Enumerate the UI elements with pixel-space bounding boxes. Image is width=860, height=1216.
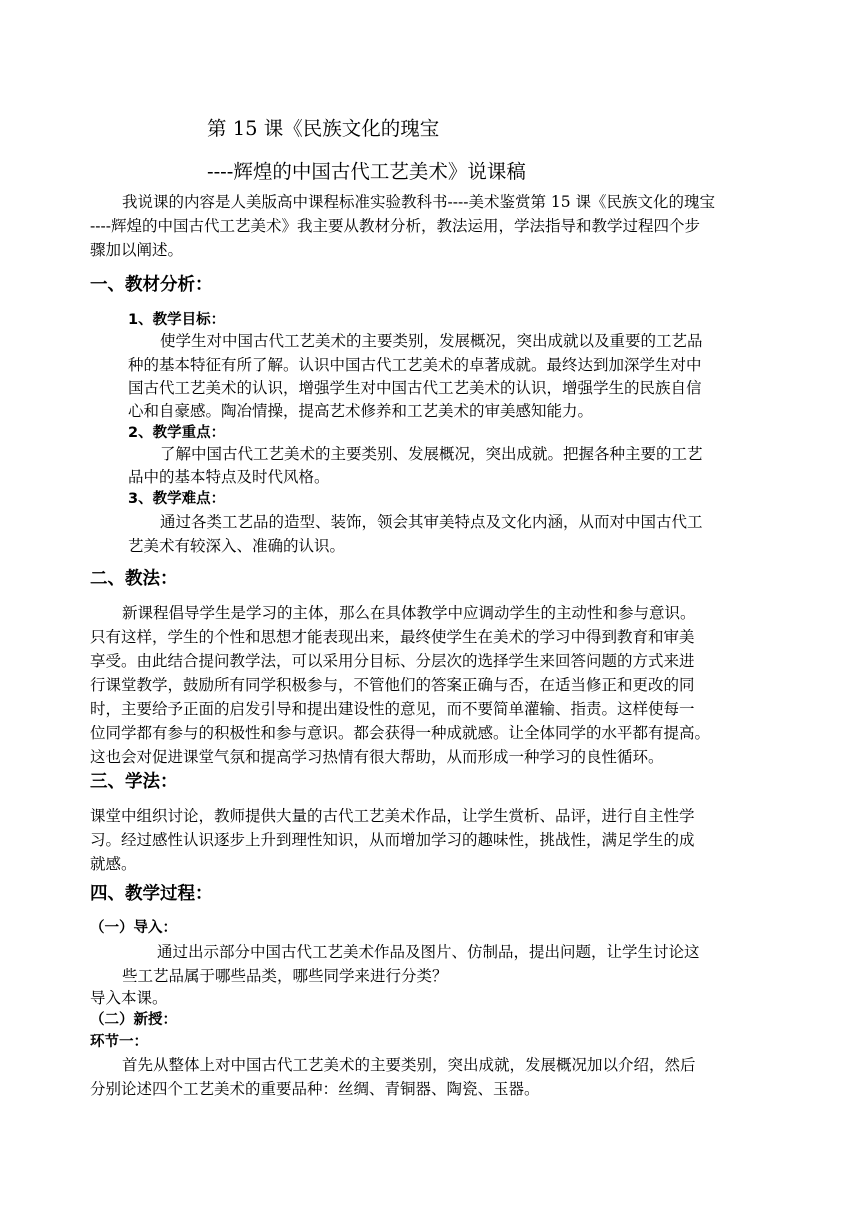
difficult-label: 3、教学难点： [128, 491, 226, 507]
section-heading-2: 二、教法： [90, 569, 178, 589]
section-heading-4: 四、教学过程： [90, 884, 213, 904]
difficult-line: 通过各类工艺品的造型、装饰，领会其审美特点及文化内涵，从而对中国古代工 [160, 513, 703, 531]
key-line: 品中的基本特点及时代风格。 [128, 468, 330, 486]
title-line-1: 第 15 课《民族文化的瑰宝 [207, 117, 440, 140]
method-line: 享受。由此结合提问教学法，可以采用分目标、分层次的选择学生来回答问题的方式来进 [90, 652, 695, 670]
process-line: 通过出示部分中国古代工艺美术作品及图片、仿制品，提出问题，让学生讨论这 [157, 943, 700, 961]
intro-line: 我说课的内容是人美版高中课程标准实验教科书----美术鉴赏第 15 课《民族文化的瑰宝 [122, 193, 716, 211]
difficult-line: 艺美术有较深入、准确的认识。 [128, 537, 346, 555]
goals-line: 心和自豪感。陶冶情操，提高艺术修养和工艺美术的审美感知能力。 [128, 402, 594, 420]
section-heading-3: 三、学法： [90, 772, 178, 792]
step-line: 分别论述四个工艺美术的重要品种：丝绸、青铜器、陶瓷、玉器。 [90, 1080, 540, 1098]
method-line: 只有这样，学生的个性和思想才能表现出来，最终使学生在美术的学习中得到教育和审美 [90, 628, 695, 646]
key-line: 了解中国古代工艺美术的主要类别、发展概况，突出成就。把握各种主要的工艺 [160, 445, 703, 463]
process-line: 导入本课。 [90, 989, 168, 1007]
process-line: 些工艺品属于哪些品类，哪些同学来进行分类？ [122, 967, 448, 985]
step-line: 首先从整体上对中国古代工艺美术的主要类别，突出成就，发展概况加以介绍，然后 [122, 1056, 696, 1074]
goals-line: 国古代工艺美术的认识，增强学生对中国古代工艺美术的认识，增强学生的民族自信 [128, 379, 702, 397]
intro-line: 骤加以阐述。 [90, 241, 184, 259]
section-heading-1: 一、教材分析： [90, 275, 213, 295]
key-label: 2、教学重点： [128, 425, 226, 441]
goals-line: 种的基本特征有所了解。认识中国古代工艺美术的卓著成就。最终达到加深学生对中 [128, 356, 702, 374]
new-lesson-label: （二）新授： [90, 1012, 177, 1028]
method-line: 位同学都有参与的积极性和参与意识。都会获得一种成就感。让全体同学的水平都有提高。 [90, 724, 711, 742]
method-line: 新课程倡导学生是学习的主体，那么在具体教学中应调动学生的主动性和参与意识。 [122, 604, 696, 622]
method-line: 时，主要给予正面的启发引导和提出建设性的意见，而不要简单灌输、指责。这样使每一 [90, 700, 695, 718]
step-label: 环节一： [90, 1034, 148, 1050]
goals-line: 使学生对中国古代工艺美术的主要类别，发展概况，突出成就以及重要的工艺品 [160, 332, 703, 350]
study-line: 习。经过感性认识逐步上升到理性知识，从而增加学习的趣味性，挑战性，满足学生的成 [90, 831, 695, 849]
intro-line: ----辉煌的中国古代工艺美术》我主要从教材分析，教法运用，学法指导和教学过程四个步 [90, 217, 700, 235]
study-line: 课堂中组织讨论，教师提供大量的古代工艺美术作品，让学生赏析、品评，进行自主性学 [90, 807, 695, 825]
study-line: 就感。 [90, 855, 137, 873]
title-line-2: ----辉煌的中国古代工艺美术》说课稿 [207, 160, 526, 183]
method-line: 这也会对促进课堂气氛和提高学习热情有很大帮助，从而形成一种学习的良性循环。 [90, 748, 664, 766]
goals-label: 1、教学目标： [128, 312, 226, 328]
method-line: 行课堂教学，鼓励所有同学积极参与，不管他们的答案正确与否，在适当修正和更改的同 [90, 676, 695, 694]
intro-label: （一）导入： [90, 920, 177, 936]
